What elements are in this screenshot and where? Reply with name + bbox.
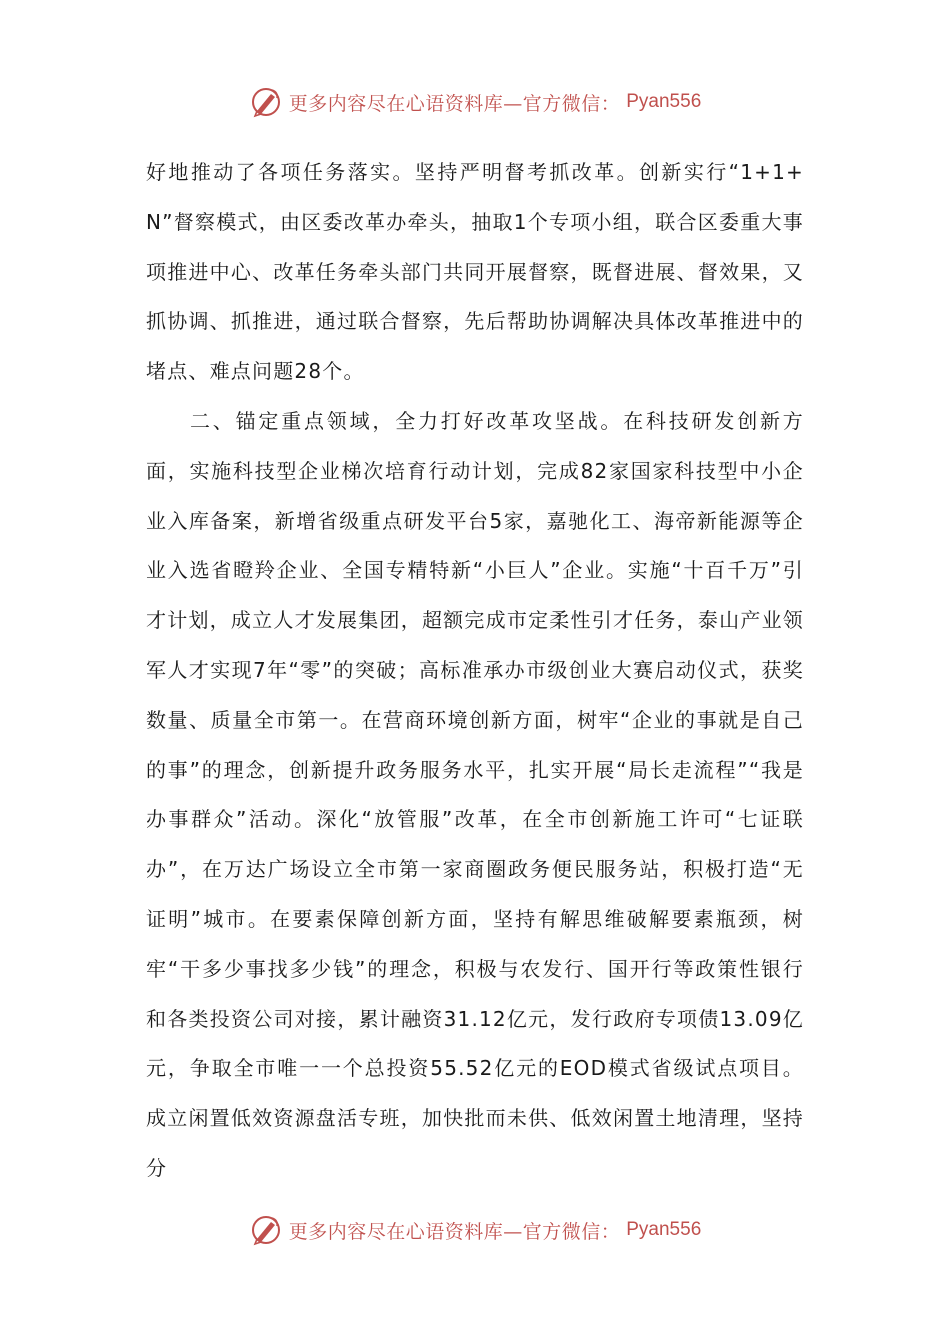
paragraph-section-two: 二、锚定重点领域，全力打好改革攻坚战。在科技研发创新方面，实施科技型企业梯次培育行动计划，完成82家国家科技型中小企业入库备案，新增省级重点研发平台5家，嘉驰化工、海帝新能源等企业入选省瞪羚企业、全国专精特新“小巨人”企业。实施“十百千万”引才计划，成立人才发展集团，超额完成市定柔性引才任务，泰山产业领军人才实现7年“零”的突破；高标准承办市级创业大赛启动仪式，获奖数量、质量全市第一。在营商环境创新方面，树牢“企业的事就是自己的事”的理念，创新提升政务服务水平，扎实开展“局长走流程”“我是办事群众”活动。深化“放管服”改革，在全市创新施工许可“七证联办”，在万达广场设立全市第一家商圈政务便民服务站，积极打造“无证明”城市。在要素保障创新方面，坚持有解思维破解要素瓶颈，树牢“干多少事找多少钱”的理念，积极与农发行、国开行等政策性银行和各类投资公司对接，累计融资31.12亿元，发行政府专项债13.09亿元，争取全市唯一一个总投资55.52亿元的EOD模式省级试点项目。成立闲置低效资源盘活专班，加快批而未供、低效闲置土地清理，坚持分	[146, 408, 804, 1180]
watermark-footer	[0, 1210, 950, 1250]
watermark-text: 更多内容尽在心语资料库—官方微信：	[288, 92, 621, 115]
watermark-text: 更多内容尽在心语资料库—官方微信：	[288, 1220, 621, 1243]
watermark-wechat-id: Pyan556	[626, 1219, 702, 1240]
pen-logo-icon	[249, 85, 283, 119]
watermark-wechat-id: Pyan556	[626, 91, 702, 112]
watermark-header	[0, 82, 950, 122]
body-text	[146, 148, 804, 1194]
paragraph-continued: 好地推动了各项任务落实。坚持严明督考抓改革。创新实行“1+1+N”督察模式，由区委改革办牵头，抽取1个专项小组，联合区委重大事项推进中心、改革任务牵头部门共同开展督察，既督进展、督效果，又抓协调、抓推进，通过联合督察，先后帮助协调解决具体改革推进中的堵点、难点问题28个。	[146, 160, 804, 384]
pen-logo-icon	[249, 1213, 283, 1247]
